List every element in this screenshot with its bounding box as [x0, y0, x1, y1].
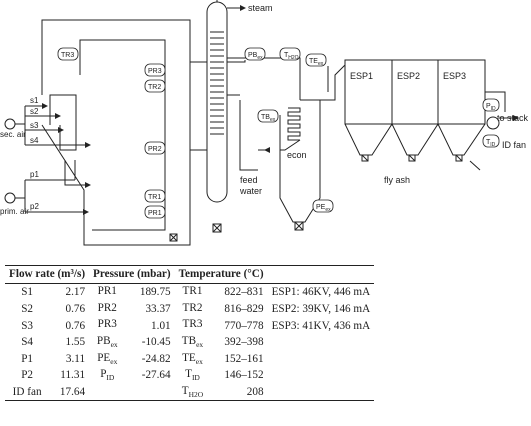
cell-flow-value: 3.11 [65, 352, 86, 365]
cell-flow-value: 0.76 [65, 302, 86, 315]
cell-temperature-name-main: T [185, 368, 192, 381]
cell-pressure-name-main: PR1 [97, 285, 117, 298]
cell-pressure-value: -24.82 [141, 352, 171, 365]
label-tr2: TR2 [148, 84, 162, 91]
cell-temperature-name-main: TE [182, 351, 196, 364]
cell-pressure-value [126, 384, 175, 401]
cell-pressure-name-main: PR2 [97, 301, 117, 314]
label-sec-air: sec. air [0, 130, 26, 139]
cell-esp [268, 384, 375, 401]
cell-flow-value: 0.76 [65, 319, 86, 332]
cell-temperature-name-subscript: ex [196, 340, 204, 350]
cell-flow-name: S4 [21, 336, 34, 349]
sec-air-blower [5, 119, 15, 129]
esp-hoppers [345, 124, 485, 155]
cell-temperature-name-main: TR2 [182, 301, 203, 314]
label-fly-ash: fly ash [384, 175, 411, 185]
cell-temperature-name-main: T [181, 384, 189, 397]
cell-pressure-name [89, 284, 125, 301]
cell-pressure-value: -27.64 [141, 369, 171, 382]
prim-air-blower [5, 193, 15, 203]
cell-esp [268, 334, 375, 351]
cell-pressure-name-main: PR3 [97, 318, 117, 331]
label-tid: $T_{ID}$ [486, 139, 496, 148]
cell-flow-name: S1 [21, 286, 34, 299]
cell-pressure-name-subscript: ex [110, 340, 118, 350]
cell-pressure-name-main: PE [97, 351, 111, 364]
label-th2o: $T_{H2O}$ [284, 52, 299, 61]
cell-pressure-name-subscript: ex [110, 356, 118, 366]
header-flow-rate: Flow rate (m³/s) [5, 266, 89, 284]
cell-pressure-name [89, 334, 125, 351]
cell-temperature-name [175, 334, 211, 351]
table-row [5, 367, 374, 384]
cell-pressure-name-main: P [100, 368, 107, 381]
esp-inlet-duct [320, 65, 345, 100]
table-row [5, 284, 374, 301]
label-prim-air: prim. air [0, 207, 29, 216]
cell-temperature-name [175, 317, 211, 334]
label-tr3: TR3 [61, 52, 75, 59]
table-row [5, 350, 374, 367]
cell-temperature-value: 146–152 [224, 369, 264, 382]
header-temperature: Temperature (°C) [175, 266, 268, 284]
cell-temperature-name [175, 367, 211, 384]
label-p2: p2 [30, 202, 39, 211]
furnace-hopper [50, 95, 76, 150]
cell-flow-name: ID fan [5, 384, 49, 401]
label-s2: s2 [30, 107, 39, 116]
cell-pressure-name [89, 317, 125, 334]
cell-temperature-name-subscript: H2O [188, 390, 204, 400]
label-tr1: TR1 [148, 194, 162, 201]
cell-temperature-name [175, 284, 211, 301]
economizer-coil [288, 108, 300, 140]
cell-pressure-name [89, 301, 125, 318]
economizer-duct [227, 58, 320, 222]
label-teex: $TE_{ex}$ [309, 58, 324, 67]
label-s1: s1 [30, 96, 39, 105]
cell-pressure-name [89, 350, 125, 367]
cell-temperature-name-main: TR1 [182, 285, 203, 298]
cell-temperature-name-subscript: ex [195, 356, 203, 366]
cell-temperature-value: 822–831 [224, 286, 264, 299]
cell-pressure-value: -10.45 [141, 336, 171, 349]
cell-temperature-value: 208 [210, 384, 267, 401]
cell-pressure-value: 189.75 [139, 286, 171, 299]
cell-esp: ESP3: 41KV, 436 mA [271, 319, 371, 332]
table-row [5, 384, 374, 401]
header-esp [268, 266, 375, 284]
label-tbex: $TB_{ex}$ [261, 114, 276, 123]
cell-temperature-value: 816–829 [224, 302, 264, 315]
label-pid: $P_{ID}$ [486, 103, 496, 112]
cell-esp: ESP1: 46KV, 446 mA [271, 286, 371, 299]
cell-pressure-name-main: PB [96, 335, 111, 348]
cell-temperature-name-main: TB [181, 335, 197, 348]
label-pr3: PR3 [148, 68, 162, 75]
cell-esp: ESP2: 39KV, 146 mA [271, 302, 371, 315]
label-water: water [240, 186, 263, 196]
table-body [5, 284, 374, 401]
cell-flow-value: 11.31 [60, 369, 86, 382]
esp-unit [345, 60, 485, 124]
sec-air-manifold [15, 106, 25, 145]
cell-pressure-value: 1.01 [151, 319, 171, 332]
label-s4: s4 [30, 136, 39, 145]
table-row [5, 317, 374, 334]
label-esp2: ESP2 [397, 71, 421, 81]
measurement-table [5, 265, 374, 401]
table-header-row [5, 266, 374, 284]
cell-temperature-name [175, 384, 211, 401]
cell-flow-name: P2 [21, 369, 34, 382]
cell-pressure-value: 33.37 [145, 302, 171, 315]
cell-flow-value: 17.64 [49, 384, 89, 401]
label-esp3: ESP3 [443, 71, 467, 81]
cell-temperature-name-subscript: ID [191, 373, 200, 383]
steam-line [217, 0, 240, 8]
label-pr1: PR1 [148, 210, 162, 217]
label-peex: $PE_{ex}$ [316, 204, 331, 213]
feed-water-line [258, 140, 300, 150]
label-feed: feed [240, 175, 258, 185]
cell-temperature-name [175, 301, 211, 318]
cell-esp [268, 350, 375, 367]
cell-flow-value: 2.17 [65, 286, 86, 299]
cell-flow-name: S3 [21, 319, 34, 332]
cell-flow-name: P1 [21, 352, 34, 365]
label-id-fan: ID fan [502, 140, 527, 150]
label-p1: p1 [30, 170, 39, 179]
cell-flow-name: S2 [21, 302, 34, 315]
cell-temperature-value: 152–161 [224, 352, 264, 365]
cell-pressure-name [89, 367, 125, 384]
cell-temperature-name [175, 350, 211, 367]
label-econ: econ [287, 150, 307, 160]
cell-flow-value: 1.55 [65, 336, 86, 349]
table-row [5, 334, 374, 351]
label-s3: s3 [30, 121, 39, 130]
cell-temperature-name-main: TR3 [182, 318, 203, 331]
header-pressure: Pressure (mbar) [89, 266, 175, 284]
cell-pressure-name-subscript: ID [106, 373, 115, 383]
label-pbex: $PB_{ex}$ [248, 52, 263, 61]
cell-pressure-name [89, 384, 125, 401]
cell-esp [268, 367, 375, 384]
label-to-stack: to stack [497, 113, 529, 123]
label-steam: steam [248, 3, 273, 13]
cell-temperature-value: 392–398 [224, 336, 264, 349]
label-esp1: ESP1 [350, 71, 374, 81]
cell-temperature-value: 770–778 [224, 319, 264, 332]
label-pr2: PR2 [148, 146, 162, 153]
table-row [5, 301, 374, 318]
